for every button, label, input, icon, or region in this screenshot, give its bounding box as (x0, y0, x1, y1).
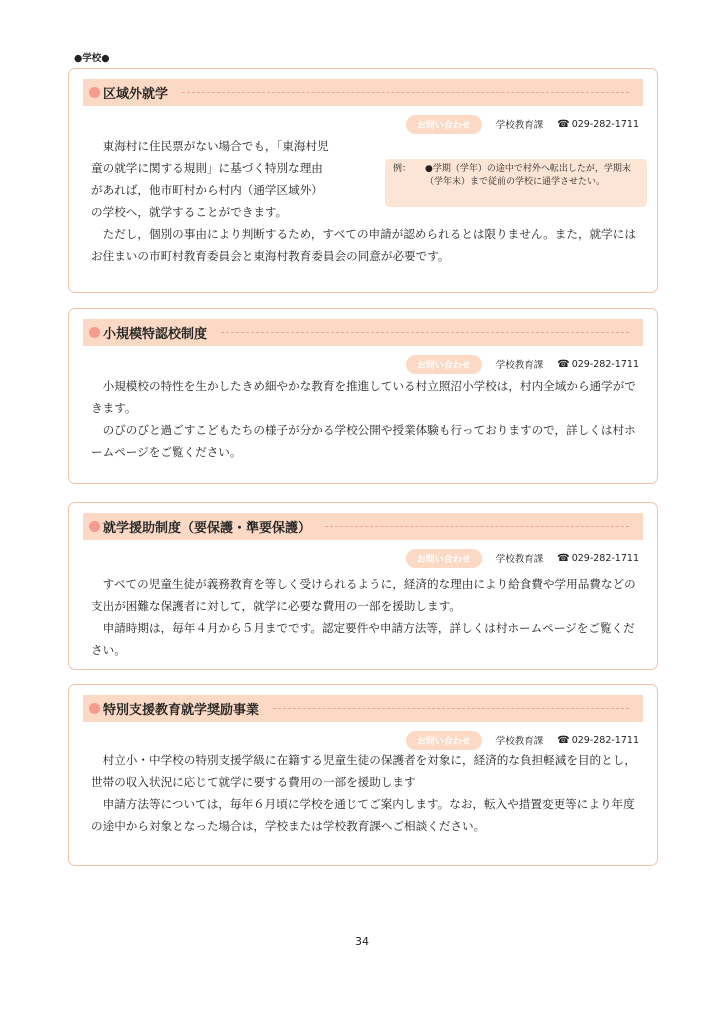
bullet-dot-icon (89, 703, 100, 714)
inquiry-badge: お問い合わせ (406, 549, 482, 568)
bullet-dot-icon (89, 327, 100, 338)
department: 学校教育課 (495, 554, 544, 565)
paragraph-main: 小規模校の特性を生かしたきめ細やかな教育を推進している村立照沼小学校は，村内全域から通学ができます。 (91, 379, 636, 415)
paragraph-main: すべての児童生徒が義務教育を等しく受けられるように，経済的な理由により給食費や学用品費などの支出が困難な保護者に対して，就学に必要な費用の一部を援助します。 (91, 577, 636, 613)
phone-number[interactable]: 029-282-1711 (571, 552, 639, 564)
example-box (385, 159, 647, 207)
inquiry-badge: お問い合わせ (406, 355, 482, 374)
phone-number[interactable]: 029-282-1711 (571, 118, 639, 130)
contact-row (406, 114, 639, 134)
department: 学校教育課 (495, 120, 544, 131)
dashed-divider (273, 708, 629, 709)
card-shokibo-tokuninko (68, 308, 658, 484)
card-title: 特別支援教育就学奨励事業 (103, 703, 260, 718)
paragraph-main (91, 135, 357, 223)
example-text: ●学期（学年）の途中で村外へ転出したが，学期末（学年末）まで従前の学校に通学させたい。 (425, 164, 631, 187)
dashed-divider (325, 526, 629, 527)
card-title-band (83, 319, 643, 346)
card-title: 区域外就学 (103, 87, 169, 102)
inquiry-badge: お問い合わせ (406, 115, 482, 134)
page-number: 34 (355, 935, 369, 948)
bullet-dot-icon (89, 521, 100, 532)
paragraph-line: の学校へ，就学することができます。 (91, 205, 288, 219)
inquiry-badge: お問い合わせ (406, 731, 482, 750)
card-kuikigai-shugaku (68, 68, 658, 293)
department: 学校教育課 (495, 736, 544, 747)
card-shugaku-enjo (68, 502, 658, 670)
card-title: 小規模特認校制度 (103, 327, 208, 342)
dashed-divider (182, 92, 629, 93)
card-title: 就学援助制度（要保護・準要保護） (103, 521, 312, 536)
card-title-band (83, 79, 643, 106)
bullet-dot-icon (89, 87, 100, 98)
phone-icon: ☎ (557, 734, 570, 746)
contact-row (406, 354, 639, 374)
phone-icon: ☎ (557, 118, 570, 130)
phone-icon: ☎ (557, 358, 570, 370)
dashed-divider (221, 332, 629, 333)
contact-row (406, 548, 639, 568)
card-title-band (83, 695, 643, 722)
section-label: ●学校● (74, 53, 110, 64)
card-title-band (83, 513, 643, 540)
paragraph-line: 東海村に住民票がない場合でも，「東海村児 (102, 139, 329, 153)
phone-number[interactable]: 029-282-1711 (571, 734, 639, 746)
paragraph-line: があれば，他市町村から村内（通学区域外） (91, 183, 323, 197)
example-prefix: 例： (393, 164, 412, 174)
paragraph-note: ただし，個別の事由により判断するため，すべての申請が認められるとは限りません。また，就学にはお住まいの市町村教育委員会と東海村教育委員会の同意が必要です。 (91, 227, 636, 263)
paragraph-note: 申請時期は，毎年４月から５月までです。認定要件や申請方法等，詳しくは村ホームページをご覧ください。 (91, 621, 635, 657)
card-tokubetsu-shien (68, 684, 658, 866)
department: 学校教育課 (495, 360, 544, 371)
paragraph-line: 童の就学に関する規則」に基づく特別な理由 (91, 161, 323, 175)
contact-row (406, 730, 639, 750)
paragraph-main: 村立小・中学校の特別支援学級に在籍する児童生徒の保護者を対象に，経済的な負担軽減を目的とし，世帯の収入状況に応じて就学に要する費用の一部を援助します (91, 753, 636, 789)
phone-number[interactable]: 029-282-1711 (571, 358, 639, 370)
paragraph-note: 申請方法等については，毎年６月頃に学校を通じてご案内します。なお，転入や措置変更等により年度の途中から対象となった場合は，学校または学校教育課へご相談ください。 (91, 797, 635, 833)
phone-icon: ☎ (557, 552, 570, 564)
paragraph-note: のびのびと過ごすこどもたちの様子が分かる学校公開や授業体験も行っておりますので，詳しくは村ホームページをご覧ください。 (91, 423, 636, 459)
